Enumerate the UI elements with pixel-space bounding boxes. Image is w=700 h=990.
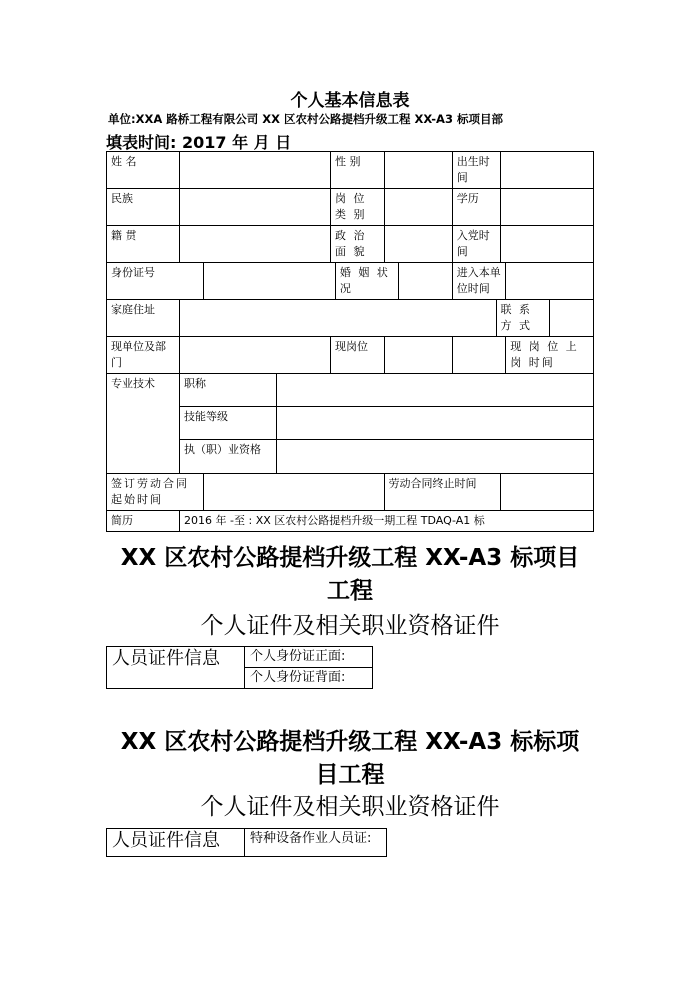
section1-cert-label: 人员证件信息 (107, 647, 245, 689)
qualification-label: 执（职）业资格 (180, 440, 277, 474)
ethnicity-field[interactable] (180, 189, 331, 226)
section2-title (60, 726, 640, 792)
job-category-label: 岗 位 类 别 (331, 189, 385, 226)
section1-cert-table (106, 646, 373, 689)
section1-title (60, 542, 640, 608)
contract-end-field[interactable] (501, 474, 594, 511)
section2-subtitle: 个人证件及相关职业资格证件 (200, 794, 500, 820)
section2-title-line1: XX 区农村公路提档升级工程 XX-A3 标标项 (120, 729, 580, 755)
fill-time-line (106, 130, 291, 153)
skill-level-field[interactable] (277, 407, 594, 440)
native-place-field[interactable] (180, 226, 331, 263)
id-number-label: 身份证号 (107, 263, 204, 300)
contact-label: 联 系 方 式 (496, 300, 550, 337)
fill-time-value: 2017 年 月 日 (181, 133, 292, 152)
resume-field[interactable]: 2016 年 -至 : XX 区农村公路提档升级一期工程 TDAQ-A1 标 (180, 511, 594, 532)
current-post-field[interactable] (384, 337, 452, 374)
address-label: 家庭住址 (107, 300, 180, 337)
id-number-field[interactable] (204, 263, 335, 300)
current-post-time-label: 现 岗 位 上 岗 时间 (506, 337, 594, 374)
info-form-table (106, 151, 594, 532)
gender-label: 性 别 (331, 152, 385, 189)
birth-label: 出生时间 (452, 152, 501, 189)
skill-label: 专业技术 (107, 374, 180, 474)
gender-field[interactable] (384, 152, 452, 189)
job-category-field[interactable] (384, 189, 452, 226)
current-unit-label: 现单位及部门 (107, 337, 180, 374)
join-date-field[interactable] (506, 263, 594, 300)
education-label: 学历 (452, 189, 501, 226)
unit-line: 单位:XXA 路桥工程有限公司 XX 区农村公路提档升级工程 XX-A3 标项目部 (108, 112, 503, 126)
section2-title-line2: 目工程 (315, 762, 385, 788)
id-card-back-field[interactable]: 个人身份证背面: (245, 668, 373, 689)
id-card-front-field[interactable]: 个人身份证正面: (245, 647, 373, 668)
marital-status-field[interactable] (399, 263, 453, 300)
ethnicity-label: 民族 (107, 189, 180, 226)
section1-subtitle: 个人证件及相关职业资格证件 (200, 613, 500, 639)
section1-title-line2: 工程 (327, 578, 373, 604)
skill-level-label: 技能等级 (180, 407, 277, 440)
section2-cert-table (106, 828, 387, 857)
join-date-label: 进入本单位时间 (452, 263, 506, 300)
current-unit-field[interactable] (180, 337, 331, 374)
fill-time-label: 填表时间: (106, 133, 177, 152)
contract-start-label: 签订劳动合同起始时间 (107, 474, 204, 511)
party-date-label: 入党时间 (452, 226, 501, 263)
political-status-label: 政 治 面 貌 (331, 226, 385, 263)
qualification-field[interactable] (277, 440, 594, 474)
marital-status-label: 婚 姻 状 况 (335, 263, 398, 300)
title-field[interactable] (277, 374, 594, 407)
section2-cert-label: 人员证件信息 (107, 829, 245, 857)
party-date-field[interactable] (501, 226, 594, 263)
address-field[interactable] (180, 300, 497, 337)
contract-start-field[interactable] (204, 474, 384, 511)
contact-field[interactable] (550, 300, 594, 337)
name-field[interactable] (180, 152, 331, 189)
contract-end-label: 劳动合同终止时间 (384, 474, 501, 511)
special-equipment-cert-field[interactable]: 特种设备作业人员证: (245, 829, 387, 857)
current-post-time-field[interactable] (452, 337, 506, 374)
native-place-label: 籍 贯 (107, 226, 180, 263)
political-status-field[interactable] (384, 226, 452, 263)
resume-label: 简历 (107, 511, 180, 532)
section1-title-line1: XX 区农村公路提档升级工程 XX-A3 标项目 (120, 545, 580, 571)
form-title: 个人基本信息表 (290, 91, 410, 111)
current-post-label: 现岗位 (331, 337, 385, 374)
birth-field[interactable] (501, 152, 594, 189)
education-field[interactable] (501, 189, 594, 226)
title-label: 职称 (180, 374, 277, 407)
name-label: 姓 名 (107, 152, 180, 189)
